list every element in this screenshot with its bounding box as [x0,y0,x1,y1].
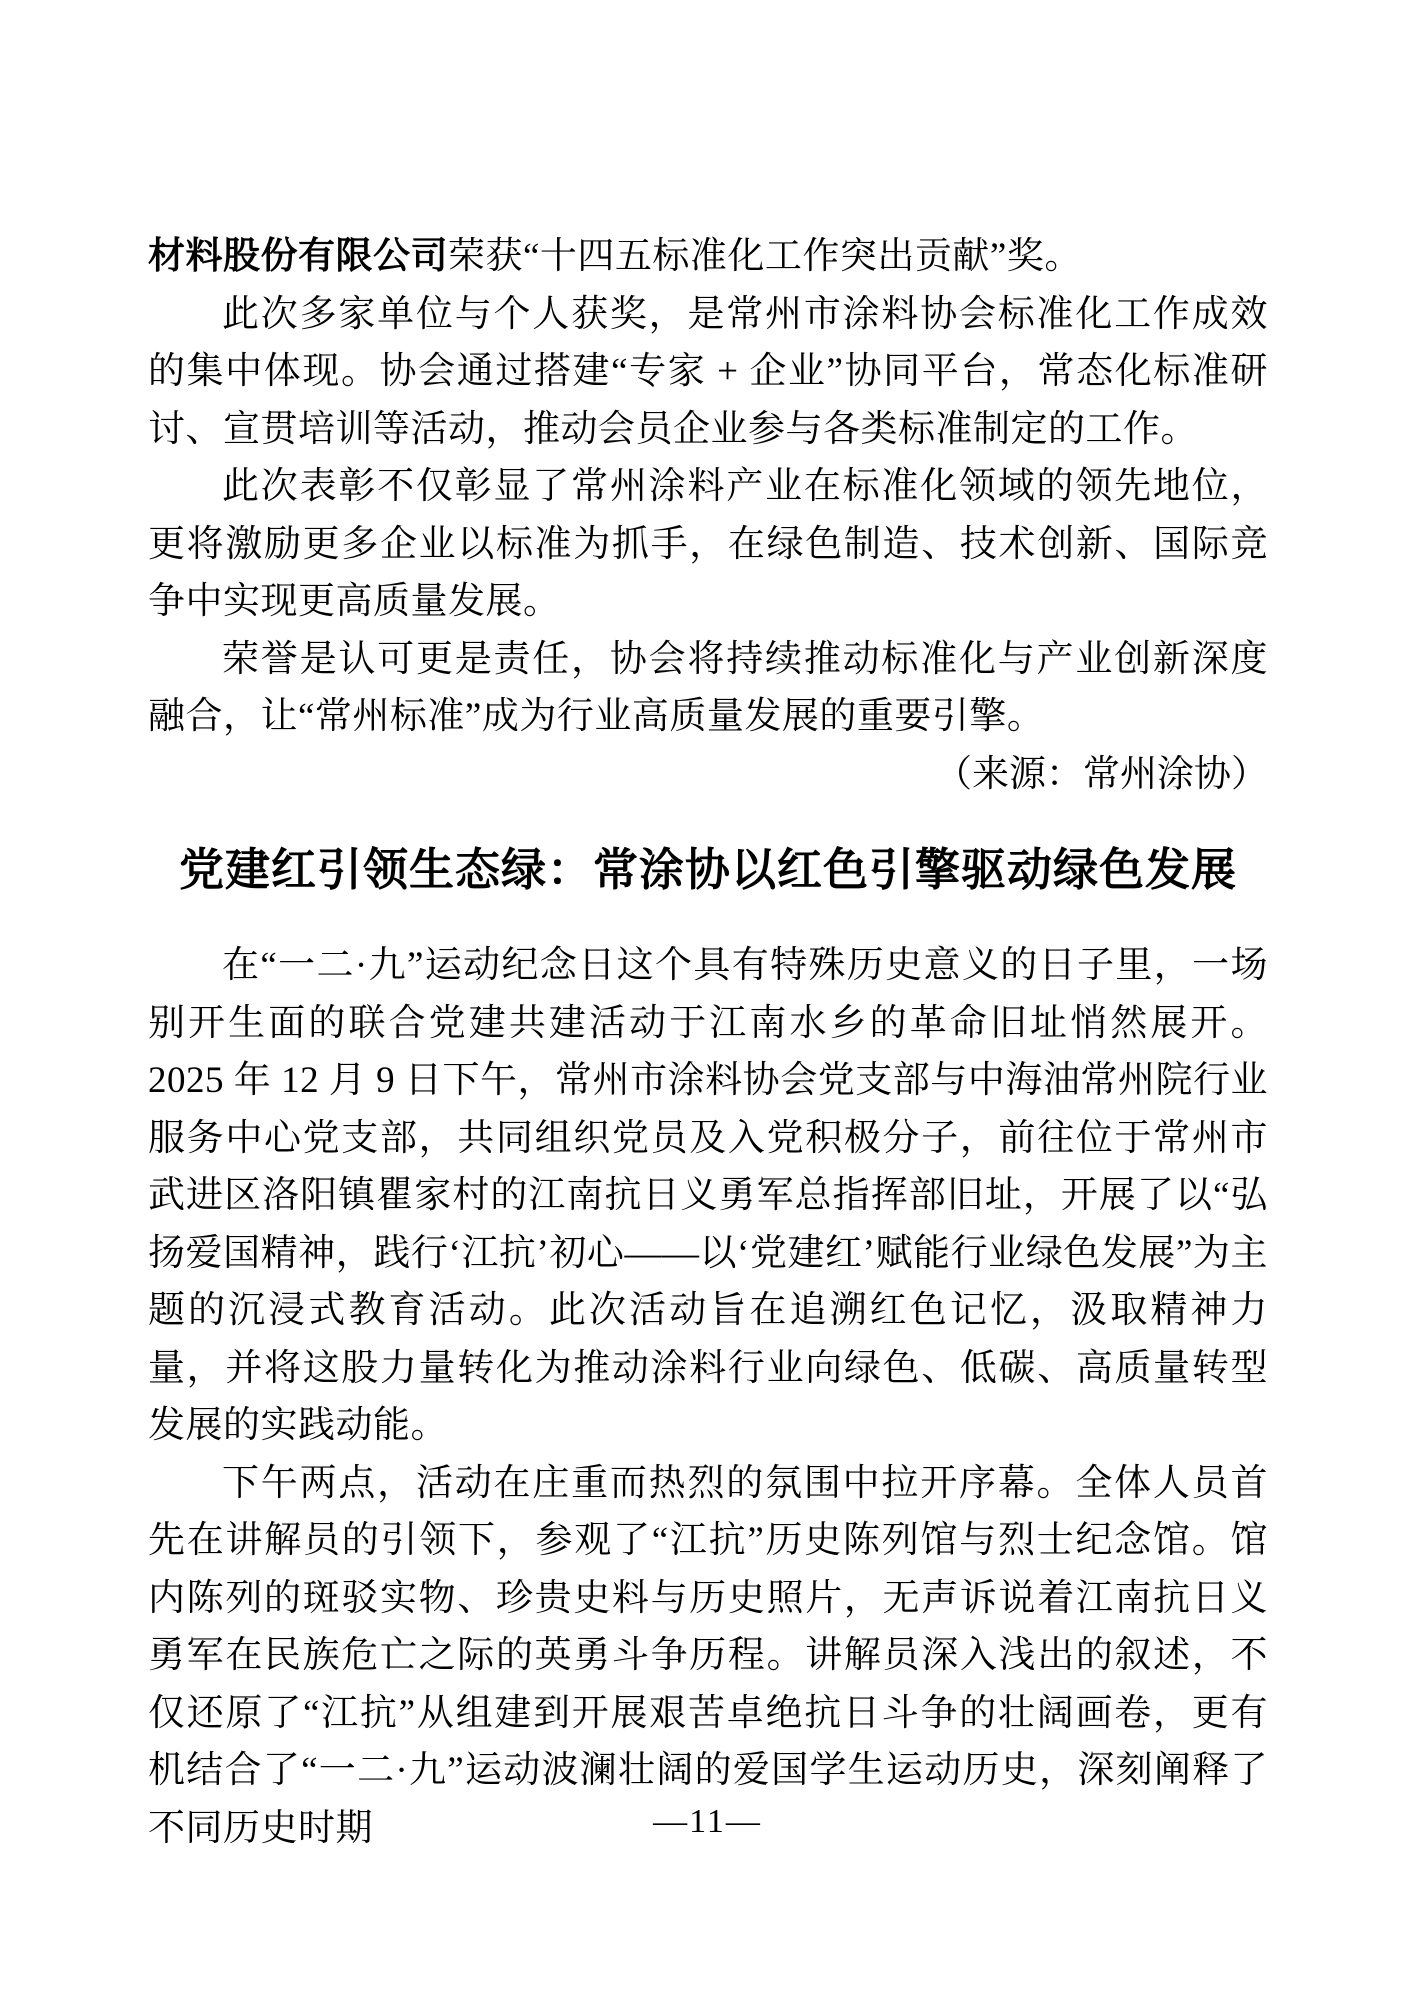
source-attribution: （来源：常州涂协） [935,753,1268,795]
paragraph-continued [148,228,1268,286]
paragraph: 荣誉是认可更是责任，协会将持续推动标准化与产业创新深度融合，让“常州标准”成为行业高质量发展的重要引擎。 [148,638,1268,737]
paragraph: 此次表彰不仅彰显了常州涂料产业在标准化领域的领先地位，更将激励更多企业以标准为抓手，在绿色制造、技术创新、国际竞争中实现更高质量发展。 [148,466,1268,622]
page-number: —11— [653,1803,762,1840]
paragraph: 下午两点，活动在庄重而热烈的氛围中拉开序幕。全体人员首先在讲解员的引领下，参观了“江抗”历史陈列馆与烈士纪念馆。馆内陈列的斑驳实物、珍贵史料与历史照片，无声诉说着江南抗日义勇军在民族危亡之际的英勇斗争历程。讲解员深入浅出的叙述，不仅还原了“江抗”从组建到开展艰苦卓绝抗日斗争的壮阔画卷，更有机结合了“一二·九”运动波澜壮阔的爱国学生运动历史，深刻阐释了不同历史时期 [148,1462,1268,1849]
page-content [148,228,1268,1857]
article-title: 党建红引领生态绿：常涂协以红色引擎驱动绿色发展 [178,845,1237,895]
company-name-bold: 材料股份有限公司 [148,236,448,277]
paragraph: 在“一二·九”运动纪念日这个具有特殊历史意义的日子里，一场别开生面的联合党建共建活动于江南水乡的革命旧址悄然展开。2025 年 12 月 9 日下午，常州市涂料协会党支部与中海油常州院行业服务中心党支部，共同组织党员及入党积极分子，前往位于常州市武进区洛阳镇瞿家村的江南抗日义勇军总指挥部旧址，开展了以“弘扬爱国精神，践行‘江抗’初心——以‘党建红’赋能行业绿色发展”为主题的沉浸式教育活动。此次活动旨在追溯红色记忆，汲取精神力量，并将这股力量转化为推动涂料行业向绿色、低碳、高质量转型发展的实践动能。 [148,945,1268,1446]
paragraph-continued-rest: 荣获“十四五标准化工作突出贡献”奖。 [448,236,1082,277]
paragraph: 此次多家单位与个人获奖，是常州市涂料协会标准化工作成效的集中体现。协会通过搭建“专家 + 企业”协同平台，常态化标准研讨、宣贯培训等活动，推动会员企业参与各类标准制定的工作。 [148,293,1268,450]
